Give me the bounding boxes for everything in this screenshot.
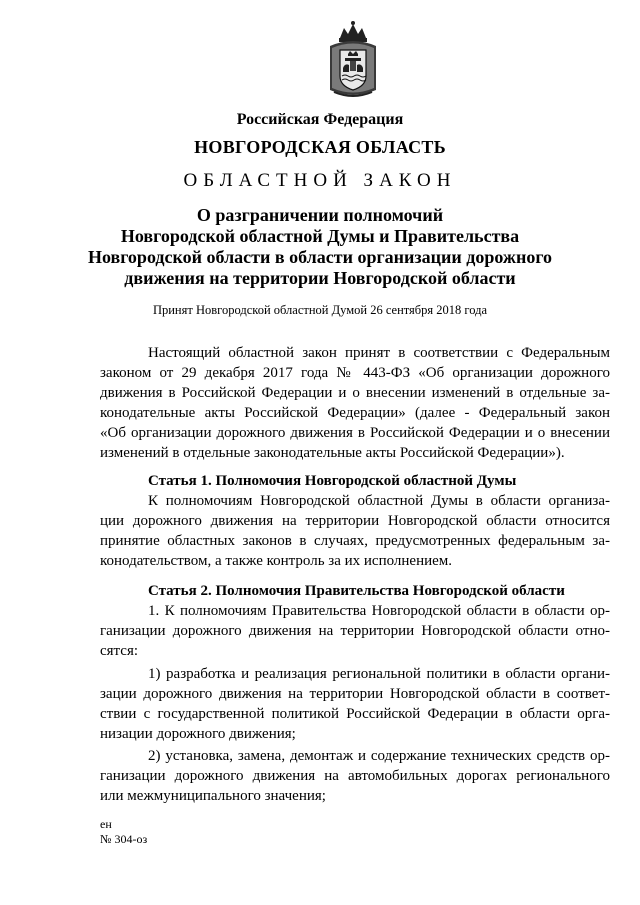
title-line: О разграничении полномочий: [196, 205, 444, 225]
article-1-line: К полномочиям Новгородской областной Думы в области организа-: [148, 493, 610, 509]
article-2-line: сятся:: [100, 643, 139, 659]
item-2-line: ганизации дорожного движения на автомобильных дорогах регионального: [100, 768, 610, 784]
region-label: НОВГОРОДСКАЯ ОБЛАСТЬ: [194, 137, 446, 157]
article-2-line: 1. К полномочиям Правительства Новгородской области в области ор-: [148, 603, 610, 619]
footer-law-number: № 304-оз: [100, 832, 148, 846]
preamble-line: «Об организации дорожного движения в Российской Федерации и о внесении: [100, 425, 610, 441]
article-2-line: ганизации дорожного движения на территории Новгородской области отно-: [100, 623, 610, 639]
article-1-line: принятие областных законов в случаях, предусмотренных федеральным за-: [100, 533, 610, 549]
article-1-line: конодательством, а также контроль за их исполнением.: [100, 553, 453, 569]
footer-initials: ен: [100, 817, 112, 831]
law-type-label: ОБЛАСТНОЙ ЗАКОН: [183, 170, 457, 191]
preamble-line: изменений в отдельные законодательные акты Российской Федерации»).: [100, 445, 565, 461]
title-line: Новгородской областной Думы и Правительства: [120, 226, 520, 246]
preamble-line: движения в Российской Федерации и о внесении изменений в отдельные за-: [100, 385, 610, 401]
novgorod-coat-of-arms-icon: [326, 20, 380, 100]
article-2-item-1: [100, 664, 610, 744]
law-title: [0, 205, 640, 289]
item-1-line: ствии с государственной политикой Российской Федерации в области орга-: [100, 706, 610, 722]
item-2-line: 2) установка, замена, демонтаж и содержание технических средств ор-: [148, 748, 610, 764]
item-1-line: 1) разработка и реализация региональной политики в области органи-: [148, 666, 610, 682]
article-1: [100, 471, 610, 571]
article-1-heading: Статья 1. Полномочия Новгородской областной Думы: [148, 473, 517, 489]
document-footer: [100, 817, 147, 847]
adoption-note: Принят Новгородской областной Думой 26 сентября 2018 года: [152, 303, 488, 317]
item-2-line: или межмуниципального значения;: [100, 788, 326, 804]
article-2: [100, 581, 610, 661]
preamble-line: конодательные акты Российской Федерации» (далее - Федеральный закон: [100, 405, 610, 421]
title-line: движения на территории Новгородской области: [124, 268, 516, 288]
article-1-line: ции дорожного движения на территории Новгородской области относится: [100, 513, 610, 529]
preamble-line: Настоящий областной закон принят в соответствии с Федеральным: [148, 345, 610, 361]
preamble-line: законом от 29 декабря 2017 года № 443-ФЗ «Об организации дорожного: [100, 365, 610, 381]
item-1-line: зации дорожного движения на территории Новгородской области в соответ-: [100, 686, 610, 702]
item-1-line: низации дорожного движения;: [100, 726, 296, 742]
article-2-heading: Статья 2. Полномочия Правительства Новгородской области: [148, 583, 565, 599]
title-line: Новгородской области в области организации дорожного: [87, 247, 553, 267]
preamble: [100, 343, 610, 463]
federation-label: Российская Федерация: [236, 111, 404, 128]
article-2-item-2: [100, 746, 610, 806]
